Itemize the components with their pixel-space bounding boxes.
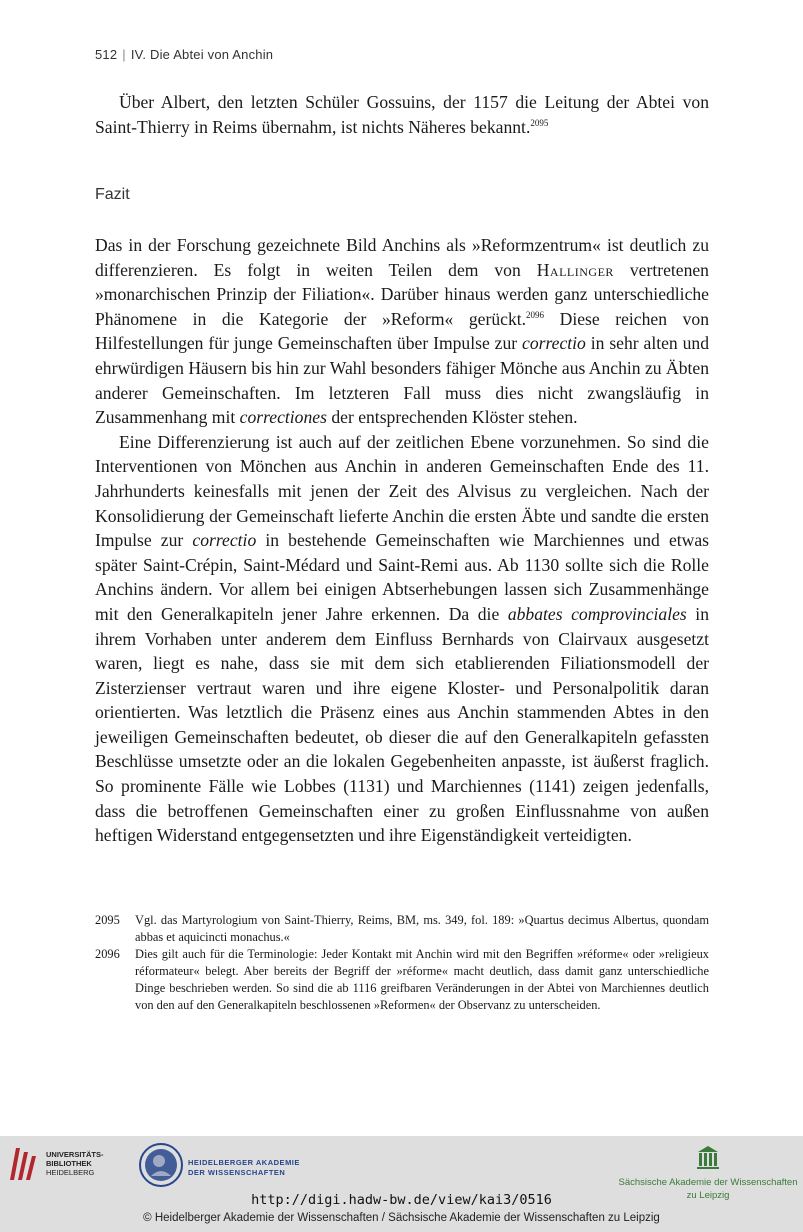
intro-text: Über Albert, den letzten Schüler Gossuins, der 1157 die Leitung der Abtei von Saint-Thierry in Reims übernahm, ist nichts Näheres bekannt. [95, 92, 709, 137]
copyright-notice: © Heidelberger Akademie der Wissenschaften / Sächsische Akademie der Wissenschaften zu Leipzig [143, 1212, 660, 1224]
italic-term: correctio [192, 530, 257, 551]
digitization-footer [0, 1136, 803, 1232]
text-span: Diese reichen von Hilfestellungen für junge Gemeinschaften über Impulse zur [95, 308, 709, 354]
footnote-ref-2096[interactable]: 2096 [526, 309, 545, 320]
italic-term: correctiones [239, 407, 327, 428]
text-span: Eine Differenzierung ist auch auf der zeitlichen Ebene vorzunehmen. So sind die Interventionen von Mönchen aus Anchin in anderen Gemeinschaften Ende des 11. Jahrhunderts keinesfalls mit jenen der Zeit des Alvisus zu vergleichen. Nach der Konsolidierung der Gemeinschaft lieferte Anchin die ersten Äbte und sandte die ersten Impulse zur [95, 431, 709, 551]
author-name: Hallinger [536, 259, 614, 280]
text-span: Das in der Forschung gezeichnete Bild Anchins als »Reformzentrum« ist deutlich zu differenzieren. Es folgt in weiten Teilen dem von [95, 235, 709, 280]
paragraph-2 [95, 430, 709, 848]
footnote-2095 [95, 912, 709, 946]
section-heading: Fazit [95, 186, 130, 203]
ub-line: HEIDELBERG [46, 1168, 95, 1177]
footnote-ref-2095[interactable]: 2095 [530, 117, 549, 128]
hadw-medallion-icon [138, 1142, 184, 1188]
saw-building-icon [696, 1144, 720, 1170]
footnote-text: Dies gilt auch für die Terminologie: Jeder Kontakt mit Anchin wird mit den Begriffen »réforme« oder »religieux réformateur« belegt. Aber bereits der Begriff der »réforme« macht deutlich, dass damit ganz unterschiedliche Dinge beschrieben werden. So sind die ab 1116 greifbaren Veränderungen in der Abtei von Marchiennes deutlich von den auf den Generalkapiteln beschlossenen »Reformen« der Observanz zu unterscheiden. [135, 947, 709, 1012]
hadw-line: HEIDELBERGER AKADEMIE [188, 1158, 300, 1167]
text-span: der entsprechenden Klöster stehen. [326, 407, 578, 428]
paragraph-1 [95, 233, 709, 430]
hadw-line: DER WISSENSCHAFTEN [188, 1168, 286, 1177]
footnote-text: Vgl. das Martyrologium von Saint-Thierry, Reims, BM, ms. 349, fol. 189: »Quartus decimus Albertus, quondam abbas et aquicincti monachus.« [135, 913, 709, 944]
footnote-number: 2096 [95, 947, 120, 961]
page-number: 512 [95, 47, 118, 62]
text-span: vertretenen »monarchischen Prinzip der Filiation«. Darüber hinaus werden ganz unterschiedliche Phänomene in die Kategorie der »Reform« gerückt. [95, 259, 709, 329]
running-header [95, 47, 273, 62]
hadw-logo-text [188, 1158, 300, 1178]
text-span: in bestehende Gemeinschaften wie Marchiennes und etwas später Saint-Crépin, Saint-Médard und Saint-Remi aus. Ab 1130 sollte sich die Rolle Anchins ändern. Vor allem bei einigen Abtserhebungen lassen sich Zusammenhänge mit den Generalkapiteln jener Jahre erkennen. Da die [95, 530, 709, 624]
ub-line: UNIVERSITÄTS- [46, 1150, 104, 1159]
ub-emblem-icon [8, 1144, 38, 1182]
footnote-2096 [95, 946, 709, 1014]
text-span: in ihrem Vorhaben unter anderem dem Einfluss Bernhards von Clairvaux ausgesetzt waren, liegt es nahe, dass sie mit dem sich etablierenden Filiationsmodell der Zisterzienser vertraut waren und ihre eigene Kloster- und Personalpolitik daran orientierten. Was letztlich die Präsenz eines aus Anchin stammenden Abtes in den jeweiligen Gemeinschaften bedeutet, ob dieser die auf den Generalkapiteln gefassten Beschlüsse umsetzte oder an die lokalen Gegebenheiten anpasste, ist äußerst fraglich. So prominente Fälle wie Lobbes (1131) und Marchiennes (1141) zeigen jedenfalls, dass die betroffenen Gemeinschaften einer zu großen Einflussnahme von außen heftigen Widerstand entgegensetzten und ihre Eigenständigkeit verteidigten. [95, 603, 709, 846]
header-separator: | [122, 47, 126, 62]
ub-line: BIBLIOTHEK [46, 1159, 92, 1168]
ub-heidelberg-logo[interactable] [8, 1144, 118, 1184]
chapter-title: IV. Die Abtei von Anchin [130, 47, 274, 62]
footnotes [95, 912, 709, 1014]
saw-line: zu Leipzig [686, 1190, 730, 1201]
text-span: in sehr alten und ehrwürdigen Häusern bis hin zur Wahl besonders fähiger Mönche aus Anchin zu Äbten anderer Gemeinschaften. Im letzteren Fall muss dies nicht zwangsläufig in Zusammenhang mit [95, 333, 709, 428]
footnote-number: 2095 [95, 913, 120, 927]
ub-logo-text [46, 1150, 104, 1177]
italic-term: abbates comprovinciales [507, 603, 687, 624]
hadw-logo[interactable] [138, 1142, 328, 1192]
saw-line: Sächsische Akademie der Wissenschaften [618, 1177, 798, 1188]
italic-term: correctio [522, 333, 586, 354]
permalink-url[interactable]: http://digi.hadw-bw.de/view/kai3/0516 [251, 1192, 552, 1208]
intro-paragraph [95, 90, 709, 139]
main-text [95, 233, 709, 848]
